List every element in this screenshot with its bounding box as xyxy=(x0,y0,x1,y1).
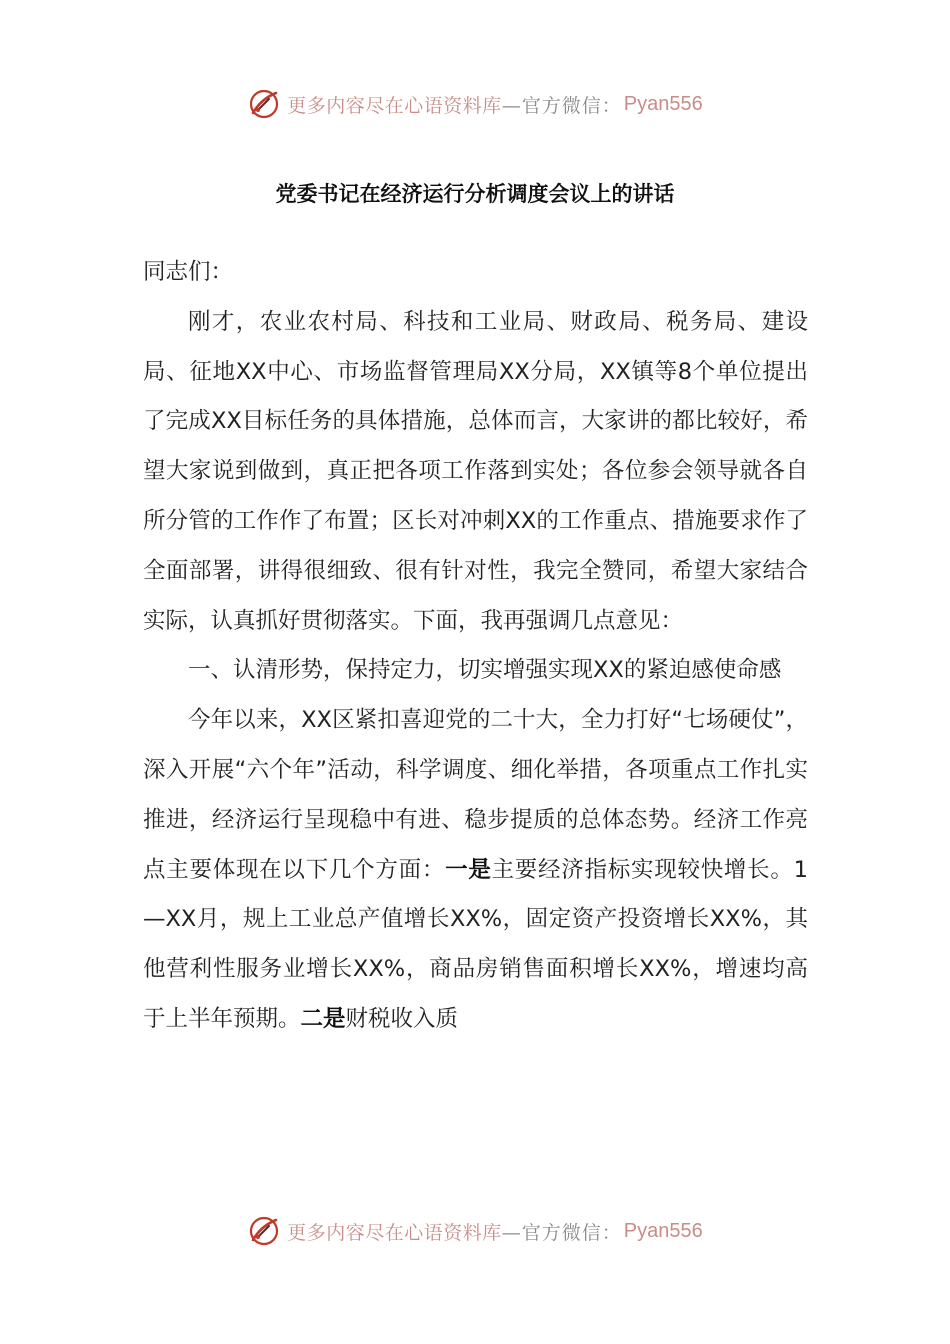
document-title: 党委书记在经济运行分析调度会议上的讲话 xyxy=(275,182,675,206)
paragraph-text: 1—XX月，规上工业总产值增长XX%，固定资产投资增长XX%，其他营利性服务业增长XX%，商品房销售面积增长XX%，增速均高于上半年预期。 xyxy=(143,856,808,1032)
header-watermark-banner xyxy=(0,84,950,124)
paragraph-text: 今年以来，XX区紧扣喜迎党的二十大，全力打好“七场硬仗”，深入开展“六个年”活动，科学调度、细化举措，各项重点工作扎实推进，经济运行呈现稳中有进、稳步提质的总体态势。经济工作亮点主要体现在以下几个方面： xyxy=(143,707,808,883)
paragraph-economy xyxy=(143,696,808,1045)
banner-text-wechat-id: Pyan556 xyxy=(623,92,703,115)
banner-text-wechat-label: —官方微信： xyxy=(501,1221,622,1244)
pen-logo-icon xyxy=(247,1214,281,1248)
document-body xyxy=(143,248,808,1045)
banner-text-library: 更多内容尽在心语资料库 xyxy=(287,94,502,117)
paragraph-text: 主要经济指标实现较快增长。 xyxy=(491,856,794,883)
section-heading-1: 一、认清形势，保持定力，切实增强实现XX的紧迫感使命感 xyxy=(188,657,782,684)
paragraph-text: 财税收入质 xyxy=(345,1005,459,1032)
emphasis-second: 二是 xyxy=(300,1005,346,1032)
banner-text-wechat-label: —官方微信： xyxy=(501,94,622,117)
salutation: 同志们： xyxy=(143,259,234,285)
footer-watermark-banner xyxy=(0,1211,950,1251)
banner-text-library: 更多内容尽在心语资料库 xyxy=(287,1221,502,1244)
emphasis-first: 一是 xyxy=(445,856,492,883)
banner-text-wechat-id: Pyan556 xyxy=(623,1219,703,1242)
paragraph-intro: 刚才，农业农村局、科技和工业局、财政局、税务局、建设局、征地XX中心、市场监督管理局XX分局，XX镇等8个单位提出了完成XX目标任务的具体措施，总体而言，大家讲的都比较好，希望大家说到做到，真正把各项工作落到实处；各位参会领导就各自所分管的工作作了布置；区长对冲刺XX的工作重点、措施要求作了全面部署，讲得很细致、很有针对性，我完全赞同，希望大家结合实际，认真抓好贯彻落实。下面，我再强调几点意见： xyxy=(143,308,808,634)
pen-logo-icon xyxy=(247,87,281,121)
